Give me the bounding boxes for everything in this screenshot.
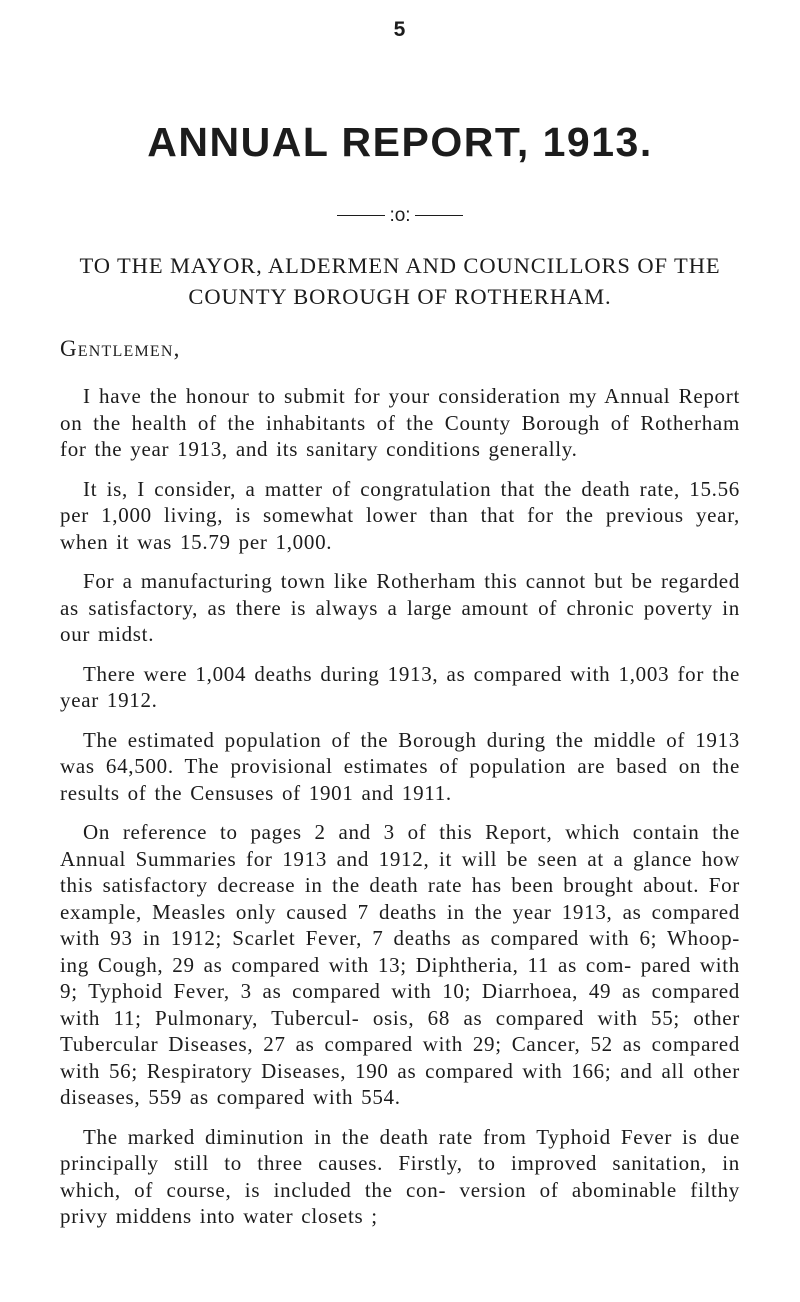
separator-rule-right	[415, 215, 463, 216]
title-separator	[0, 206, 800, 225]
paragraph: On reference to pages 2 and 3 of this Report, which contain the Annual Summaries for 1913 and 1912, it will be seen at a glance how this satisfactory decrease in the death rate has been brought about. For example, Measles only caused 7 deaths in the year 1913, as compared with 93 in 1912; Scarlet Fever, 7 deaths as compared with 6; Whoop- ing Cough, 29 as compared with 13; Diphtheria, 11 as com- pared with 9; Typhoid Fever, 3 as compared with 10; Diarrhoea, 49 as compared with 11; Pulmonary, Tubercul- osis, 68 as compared with 55; other Tubercular Diseases, 27 as compared with 29; Cancer, 52 as compared with 56; Respiratory Diseases, 190 as compared with 166; and all other diseases, 559 as compared with 554.	[60, 820, 740, 1109]
paragraph: I have the honour to submit for your consideration my Annual Report on the health of the inhabitants of the County Borough of Rotherham for the year 1913, and its sanitary conditions generally.	[60, 384, 740, 461]
salutation: Gentlemen,	[60, 336, 181, 361]
paragraph: For a manufacturing town like Rotherham this cannot but be regarded as satisfactory, as there is always a large amount of chronic poverty in our midst.	[60, 569, 740, 646]
paragraph: The estimated population of the Borough during the middle of 1913 was 64,500. The provisional estimates of population are based on the results of the Censuses of 1901 and 1911.	[60, 727, 740, 805]
address-line: TO THE MAYOR, ALDERMEN AND COUNCILLORS OF THE COUNTY BOROUGH OF ROTHERHAM.	[79, 253, 721, 309]
separator-mark: :o:	[389, 205, 411, 227]
page-number: 5	[393, 18, 407, 41]
report-body	[60, 383, 740, 1243]
paragraph: The marked diminution in the death rate from Typhoid Fever is due principally still to three causes. Firstly, to improved sanitation, in which, of course, is included the con- version of abominable filthy privy middens into water closets ;	[60, 1124, 740, 1228]
separator-rule-left	[337, 215, 385, 216]
paragraph: It is, I consider, a matter of congratulation that the death rate, 15.56 per 1,000 living, is somewhat lower than that for the previous year, when it was 15.79 per 1,000.	[60, 476, 740, 554]
paragraph: There were 1,004 deaths during 1913, as compared with 1,003 for the year 1912.	[60, 661, 740, 712]
report-title: ANNUAL REPORT, 1913.	[147, 119, 653, 165]
